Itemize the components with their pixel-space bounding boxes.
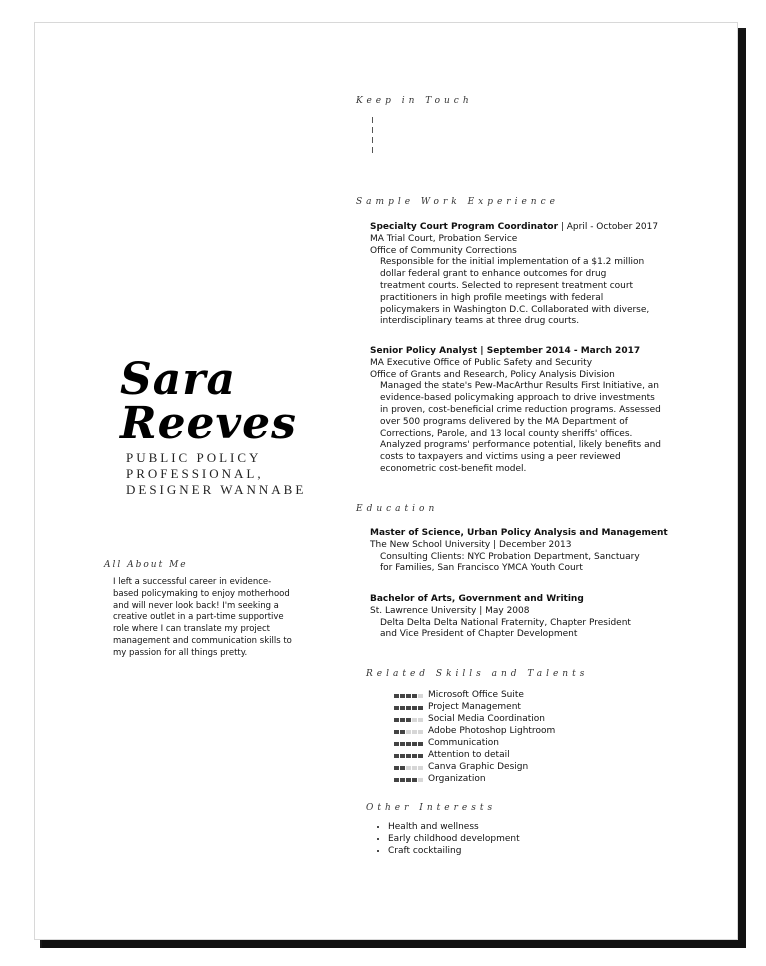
skills-heading: Related Skills and Talents bbox=[366, 669, 589, 679]
job-1-title: Specialty Court Program Coordinator bbox=[370, 222, 559, 232]
skill-level-bars bbox=[394, 766, 424, 770]
skill-label: Microsoft Office Suite bbox=[428, 690, 524, 701]
skill-bar-segment bbox=[418, 718, 423, 722]
experience-heading: Sample Work Experience bbox=[356, 197, 559, 207]
skill-label: Adobe Photoshop Lightroom bbox=[428, 726, 556, 737]
skill-bar-segment bbox=[418, 706, 423, 710]
subtitle-line-1: PUBLIC POLICY bbox=[126, 450, 262, 465]
skill-bar-segment bbox=[418, 778, 423, 782]
subtitle-line-3: DESIGNER WANNABE bbox=[126, 482, 307, 497]
skill-bar-segment bbox=[412, 694, 417, 698]
subtitle bbox=[126, 450, 306, 498]
skill-bar-segment bbox=[394, 730, 399, 734]
education-1-school: The New School University | December 2013 bbox=[370, 539, 572, 550]
skill-bar-segment bbox=[412, 742, 417, 746]
skill-bar-segment bbox=[406, 742, 411, 746]
skill-bar-segment bbox=[406, 694, 411, 698]
about-heading: All About Me bbox=[104, 560, 188, 570]
job-1 bbox=[370, 222, 670, 328]
skill-bar-segment bbox=[394, 694, 399, 698]
job-1-description: Responsible for the initial implementation of a $1.2 million dollar federal grant to enhance outcomes for drug treatment courts. Selected to represent treatment court practitioners in high profile meetings with federal policymakers in Washington D.C. Collaborated with diverse, interdisciplinary teams at three drug courts. bbox=[380, 257, 650, 327]
skill-bar-segment bbox=[406, 718, 411, 722]
job-1-dates: | April - October 2017 bbox=[558, 222, 659, 232]
skill-bar-segment bbox=[400, 730, 405, 734]
skill-row bbox=[394, 750, 614, 762]
skill-row bbox=[394, 714, 614, 726]
skill-bar-segment bbox=[400, 694, 405, 698]
skill-bar-segment bbox=[406, 706, 411, 710]
skill-bar-segment bbox=[406, 730, 411, 734]
subtitle-line-2: PROFESSIONAL, bbox=[126, 466, 264, 481]
skill-bar-segment bbox=[400, 766, 405, 770]
skill-bar-segment bbox=[394, 706, 399, 710]
skill-bar-segment bbox=[400, 706, 405, 710]
skill-bar-segment bbox=[418, 730, 423, 734]
contact-heading: Keep in Touch bbox=[356, 96, 473, 106]
skill-row bbox=[394, 726, 614, 738]
education-2-school: St. Lawrence University | May 2008 bbox=[370, 605, 530, 616]
education-2 bbox=[370, 594, 670, 641]
skill-row bbox=[394, 738, 614, 750]
skill-level-bars bbox=[394, 754, 424, 758]
job-2-description: Managed the state's Pew-MacArthur Results First Initiative, an evidence-based policymaking approach to drive investments in proven, cost-beneficial crime reduction programs. Assessed over 500 programs delivered by the MA Department of Corrections, Parole, and 13 local county sheriffs' offices. Analyzed programs' performance potential, likely benefits and costs to taxpayers and victims using a peer reviewed econometric cost-benefit model. bbox=[380, 381, 662, 474]
education-1 bbox=[370, 528, 670, 575]
skill-level-bars bbox=[394, 694, 424, 698]
skill-bar-segment bbox=[412, 730, 417, 734]
skill-label: Communication bbox=[428, 738, 499, 749]
skill-bar-segment bbox=[394, 718, 399, 722]
skill-bar-segment bbox=[412, 718, 417, 722]
job-1-org1: MA Trial Court, Probation Service bbox=[370, 233, 518, 244]
education-2-description: Delta Delta Delta National Fraternity, Chapter President and Vice President of Chapter Development bbox=[380, 617, 631, 640]
skill-level-bars bbox=[394, 778, 424, 782]
skill-bar-segment bbox=[400, 718, 405, 722]
skill-bar-segment bbox=[406, 766, 411, 770]
skill-level-bars bbox=[394, 730, 424, 734]
list-item: • Early childhood development bbox=[388, 834, 520, 846]
skill-bar-segment bbox=[418, 694, 423, 698]
list-item: • Craft cocktailing bbox=[388, 846, 520, 858]
education-1-degree: Master of Science, Urban Policy Analysis and Management bbox=[370, 528, 668, 538]
name-title bbox=[120, 354, 297, 449]
about-text: I left a successful career in evidence-based policymaking to enjoy motherhood and will never look back! I'm seeking a creative outlet in a part-time supportive role where I can translate my project management and communication skills to my passion for all things pretty. bbox=[113, 577, 292, 658]
job-2 bbox=[370, 346, 670, 476]
skills-list bbox=[394, 690, 614, 786]
skill-label: Organization bbox=[428, 774, 486, 785]
skill-bar-segment bbox=[406, 754, 411, 758]
skill-bar-segment bbox=[418, 742, 423, 746]
skill-bar-segment bbox=[394, 778, 399, 782]
education-heading: Education bbox=[356, 504, 439, 514]
skill-row bbox=[394, 762, 614, 774]
skill-bar-segment bbox=[400, 778, 405, 782]
skill-level-bars bbox=[394, 742, 424, 746]
job-2-title: Senior Policy Analyst | September 2014 - March 2017 bbox=[370, 346, 641, 356]
skill-bar-segment bbox=[412, 766, 417, 770]
skill-bar-segment bbox=[412, 706, 417, 710]
skill-bar-segment bbox=[412, 778, 417, 782]
list-item: • Health and wellness bbox=[388, 822, 520, 834]
skill-bar-segment bbox=[394, 766, 399, 770]
skill-label: Project Management bbox=[428, 702, 521, 713]
skill-bar-segment bbox=[400, 742, 405, 746]
skill-label: Attention to detail bbox=[428, 750, 510, 761]
skill-bar-segment bbox=[412, 754, 417, 758]
job-2-org2: Office of Grants and Research, Policy Analysis Division bbox=[370, 369, 615, 380]
job-1-org2: Office of Community Corrections bbox=[370, 245, 517, 256]
skill-bar-segment bbox=[394, 754, 399, 758]
education-2-degree: Bachelor of Arts, Government and Writing bbox=[370, 594, 584, 604]
contact-placeholder-lines bbox=[372, 117, 374, 157]
skill-bar-segment bbox=[418, 754, 423, 758]
last-name: Reeves bbox=[120, 398, 297, 449]
interests-list bbox=[374, 822, 520, 857]
skill-row bbox=[394, 702, 614, 714]
skill-bar-segment bbox=[400, 754, 405, 758]
skill-row bbox=[394, 774, 614, 786]
skill-row bbox=[394, 690, 614, 702]
job-2-org1: MA Executive Office of Public Safety and Security bbox=[370, 357, 593, 368]
skill-bar-segment bbox=[394, 742, 399, 746]
skill-label: Social Media Coordination bbox=[428, 714, 545, 725]
skill-label: Canva Graphic Design bbox=[428, 762, 529, 773]
first-name: Sara bbox=[120, 354, 236, 405]
skill-level-bars bbox=[394, 706, 424, 710]
skill-bar-segment bbox=[418, 766, 423, 770]
interests-heading: Other Interests bbox=[366, 803, 497, 813]
skill-level-bars bbox=[394, 718, 424, 722]
skill-bar-segment bbox=[406, 778, 411, 782]
education-1-description: Consulting Clients: NYC Probation Department, Sanctuary for Families, San Francisco YMCA Youth Court bbox=[380, 551, 640, 574]
